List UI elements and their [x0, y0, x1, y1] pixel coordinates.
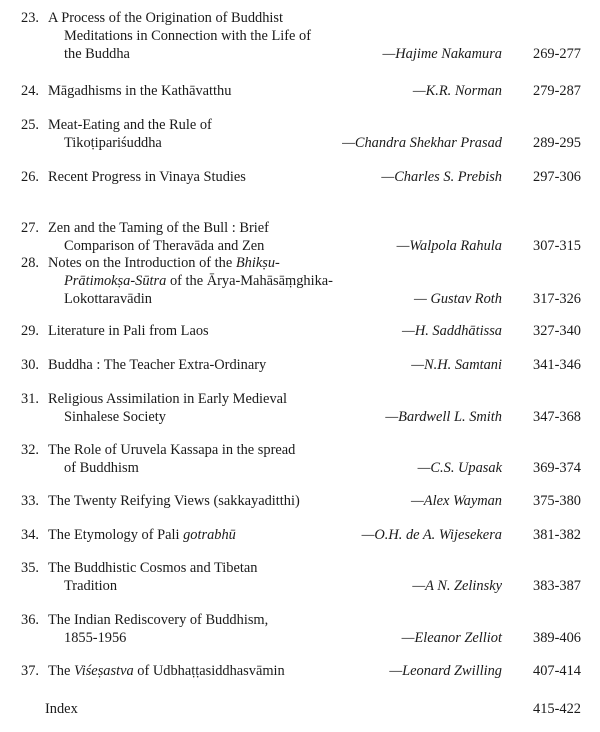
title-italic-text: Viśeṣastva [73, 663, 134, 679]
entry-number: 23. [21, 10, 39, 26]
entry-pages: 279-287 [533, 83, 581, 99]
entry-title-line [48, 662, 285, 680]
entry-title-line [64, 272, 333, 290]
entry-title-line: Recent Progress in Vinaya Studies [48, 169, 246, 185]
entry-number: 36. [21, 612, 39, 628]
entry-pages: 381-382 [533, 527, 581, 543]
toc-entry [0, 611, 600, 647]
index-label: Index [45, 701, 78, 717]
entry-title-line: A Process of the Origination of Buddhist [48, 10, 284, 26]
entry-pages: 297-306 [533, 169, 581, 185]
toc-entry [0, 9, 600, 63]
entry-title-line: Tikoṭipariśuddha [64, 135, 162, 151]
entry-number: 31. [21, 391, 39, 407]
title-text: Notes on the Introduction of the [48, 255, 236, 271]
entry-number: 37. [21, 663, 39, 679]
entry-number: 28. [21, 255, 39, 271]
entry-pages: 369-374 [533, 460, 581, 476]
entry-title-line: The Twenty Reifying Views (sakkayaditthi) [48, 493, 300, 509]
title-italic-text: Bhikṣu- [235, 255, 280, 271]
entry-title-line: Meditations in Connection with the Life of [64, 28, 311, 44]
entry-number: 35. [21, 560, 39, 576]
toc-entry [0, 356, 600, 374]
entry-number: 33. [21, 493, 39, 509]
entry-author: —Leonard Zwilling [389, 663, 502, 679]
toc-entry [0, 441, 600, 477]
entry-pages: 269-277 [533, 46, 581, 62]
entry-author: —Chandra Shekhar Prasad [342, 135, 502, 151]
entry-author: —O.H. de A. Wijesekera [361, 527, 502, 543]
entry-title-line: Māgadhisms in the Kathāvatthu [48, 83, 232, 99]
entry-pages: 375-380 [533, 493, 581, 509]
toc-entry [0, 116, 600, 152]
entry-pages: 341-346 [533, 357, 581, 373]
entry-title-line: Zen and the Taming of the Bull : Brief [48, 220, 269, 236]
toc-entry [0, 526, 600, 544]
toc-entry [0, 390, 600, 426]
entry-author: —N.H. Samtani [411, 357, 502, 373]
entry-title-line: The Role of Uruvela Kassapa in the spread [48, 442, 296, 458]
entry-title-line: the Buddha [64, 46, 130, 62]
entry-title-line: Literature in Pali from Laos [48, 323, 209, 339]
entry-title-line: 1855-1956 [64, 630, 127, 646]
entry-author: —Alex Wayman [411, 493, 502, 509]
entry-title-line [48, 526, 236, 544]
entry-author: —Hajime Nakamura [382, 46, 502, 62]
toc-entry [0, 322, 600, 340]
toc-entry [0, 219, 600, 255]
entry-author: —Walpola Rahula [396, 238, 502, 254]
entry-title-line: Meat-Eating and the Rule of [48, 117, 212, 133]
entry-title-line: Buddha : The Teacher Extra-Ordinary [48, 357, 267, 373]
entry-title-line: Comparison of Theravāda and Zen [64, 238, 265, 254]
entry-title-line: The Indian Rediscovery of Buddhism, [48, 612, 269, 628]
title-text: The [48, 663, 74, 679]
entry-pages: 307-315 [533, 238, 581, 254]
entry-number: 25. [21, 117, 39, 133]
entry-number: 26. [21, 169, 39, 185]
entry-title-line: of Buddhism [64, 460, 139, 476]
toc-entry [0, 492, 600, 510]
entry-author: —Charles S. Prebish [381, 169, 502, 185]
entry-title-line [64, 290, 152, 308]
entry-author: —C.S. Upasak [417, 460, 502, 476]
toc-entry [0, 559, 600, 595]
entry-author: —K.R. Norman [412, 83, 502, 99]
entry-number: 34. [21, 527, 39, 543]
title-text: The Etymology of Pali [48, 527, 184, 543]
entry-number: 29. [21, 323, 39, 339]
entry-author: — Gustav Roth [414, 291, 502, 307]
entry-pages: 407-414 [533, 663, 581, 679]
entry-title-line: Religious Assimilation in Early Medieval [48, 391, 288, 407]
title-text: Lokottaravādin [64, 291, 152, 307]
entry-pages: 347-368 [533, 409, 581, 425]
title-text: of Udbhaṭṭasiddhasvāmin [133, 663, 285, 679]
entry-title-line: The Buddhistic Cosmos and Tibetan [48, 560, 258, 576]
toc-entry [0, 662, 600, 680]
entry-title-line: Tradition [64, 578, 118, 594]
entry-author: —Bardwell L. Smith [385, 409, 502, 425]
entry-number: 24. [21, 83, 39, 99]
entry-pages: 327-340 [533, 323, 581, 339]
title-italic-text: gotrabhū [183, 527, 236, 543]
entry-title-line: Sinhalese Society [64, 409, 166, 425]
title-italic-text: Prātimokṣa-Sūtra [64, 273, 167, 289]
toc-entry [0, 82, 600, 100]
title-text: of the Ārya-Mahāsāṃghika- [166, 273, 333, 289]
toc-entry [0, 254, 600, 308]
entry-author: —H. Saddhātissa [402, 323, 502, 339]
entry-pages: 289-295 [533, 135, 581, 151]
index-entry [0, 700, 600, 718]
entry-author: —Eleanor Zelliot [401, 630, 502, 646]
entry-number: 27. [21, 220, 39, 236]
entry-pages: 383-387 [533, 578, 581, 594]
entry-title-line [48, 254, 280, 272]
toc-entry [0, 168, 600, 186]
entry-pages: 389-406 [533, 630, 581, 646]
entry-number: 30. [21, 357, 39, 373]
entry-author: —A N. Zelinsky [412, 578, 502, 594]
entry-pages: 317-326 [533, 291, 581, 307]
index-pages: 415-422 [533, 701, 581, 717]
entry-number: 32. [21, 442, 39, 458]
